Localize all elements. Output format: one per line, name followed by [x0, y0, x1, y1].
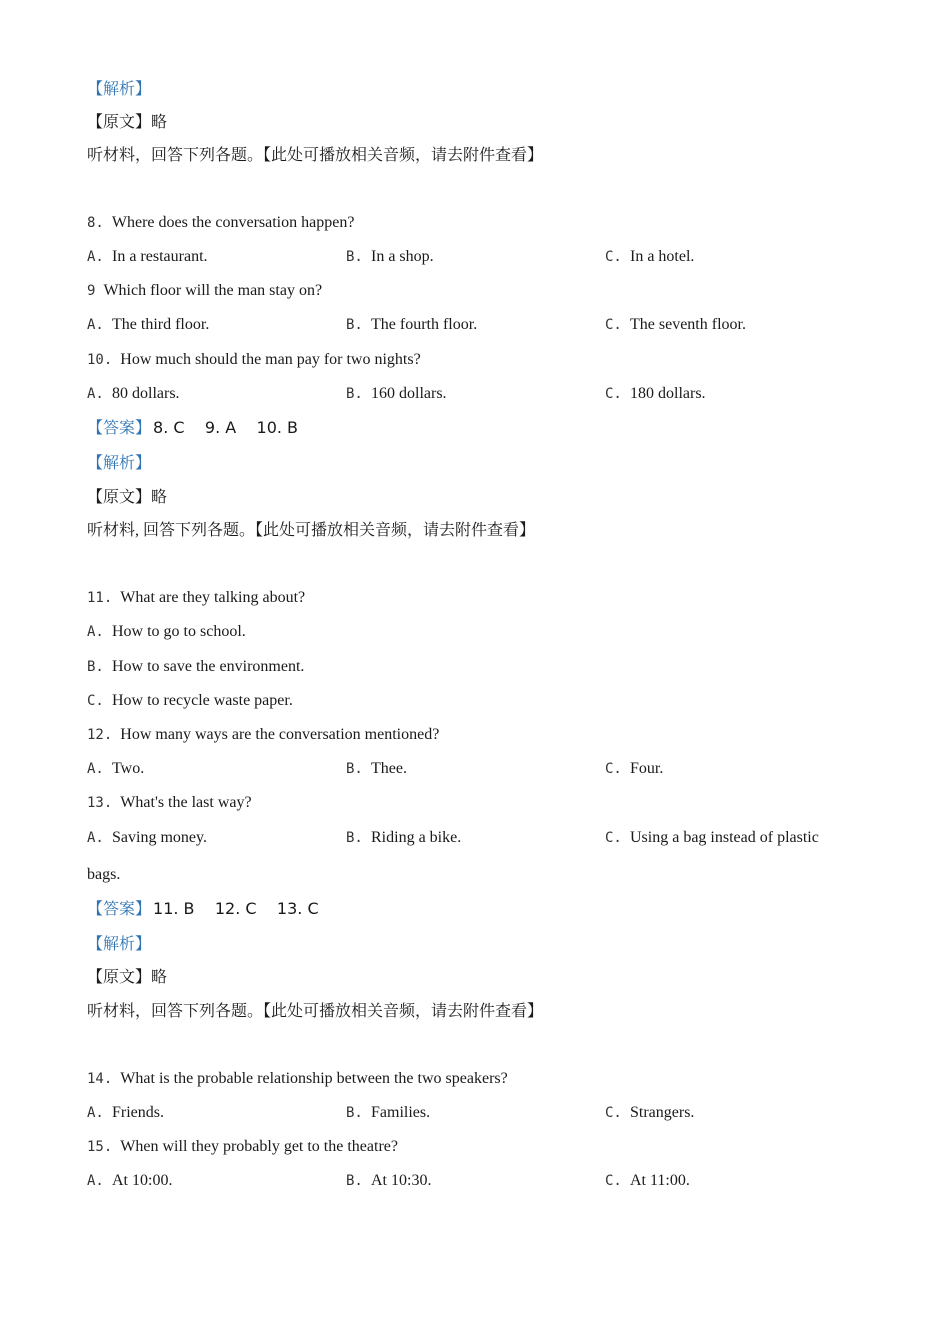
question-number: 11. [87, 590, 113, 606]
option-12c: C. Four. [605, 760, 664, 777]
answer-line-2 [87, 898, 319, 921]
analysis-heading-2: 【解析】 [87, 455, 152, 472]
answer-tag: 【答案】 [87, 901, 152, 918]
option-12a: A. Two. [87, 760, 145, 777]
question-14 [87, 1068, 508, 1090]
listening-instruction-2: 听材料, 回答下列各题。【此处可播放相关音频，请去附件查看】 [87, 522, 536, 539]
question-15 [87, 1136, 398, 1158]
answer-value: 11. B 12. C 13. C [153, 899, 319, 918]
question-number: 14. [87, 1071, 113, 1087]
question-13 [87, 792, 252, 814]
question-8 [87, 212, 354, 234]
option-15b: B. At 10:30. [346, 1172, 432, 1189]
answer-value: 8. C 9. A 10. B [153, 418, 299, 437]
question-text: What's the last way? [120, 794, 252, 811]
option-10a: A. 80 dollars. [87, 385, 180, 402]
answer-tag: 【答案】 [87, 420, 152, 437]
option-8a: A. In a restaurant. [87, 248, 208, 265]
option-11a: A. How to go to school. [87, 623, 246, 640]
option-8b: B. In a shop. [346, 248, 434, 265]
listening-instruction-3: 听材料，回答下列各题。【此处可播放相关音频，请去附件查看】 [87, 1003, 544, 1020]
option-13c-continuation: bags. [87, 866, 121, 883]
option-10b: B. 160 dollars. [346, 385, 447, 402]
question-text: Which floor will the man stay on? [103, 282, 323, 299]
option-8c: C. In a hotel. [605, 248, 695, 265]
question-text: What are they talking about? [120, 589, 306, 606]
option-14a: A. Friends. [87, 1104, 164, 1121]
listening-instruction-1: 听材料，回答下列各题。【此处可播放相关音频，请去附件查看】 [87, 147, 544, 164]
analysis-heading-3: 【解析】 [87, 936, 152, 953]
question-number: 8. [87, 215, 104, 231]
option-15c: C. At 11:00. [605, 1172, 690, 1189]
question-text: When will they probably get to the theatre? [120, 1138, 398, 1155]
question-12 [87, 724, 439, 746]
option-13a: A. Saving money. [87, 829, 207, 846]
question-text: How much should the man pay for two nights? [120, 351, 421, 368]
question-11 [87, 587, 305, 609]
option-11b: B. How to save the environment. [87, 658, 305, 675]
question-text: What is the probable relationship between the two speakers? [120, 1070, 508, 1087]
question-text: How many ways are the conversation mentioned? [120, 726, 440, 743]
question-number: 15. [87, 1139, 113, 1155]
option-9b: B. The fourth floor. [346, 316, 478, 333]
answer-line-1 [87, 417, 298, 440]
option-10c: C. 180 dollars. [605, 385, 706, 402]
option-13c: C. Using a bag instead of plastic [605, 829, 819, 846]
option-13b: B. Riding a bike. [346, 829, 462, 846]
option-14b: B. Families. [346, 1104, 431, 1121]
original-text-3: 【原文】略 [87, 969, 168, 986]
question-number: 12. [87, 727, 113, 743]
question-text: Where does the conversation happen? [111, 214, 355, 231]
option-9c: C. The seventh floor. [605, 316, 746, 333]
question-number: 13. [87, 795, 113, 811]
option-15a: A. At 10:00. [87, 1172, 173, 1189]
option-12b: B. Thee. [346, 760, 407, 777]
option-11c: C. How to recycle waste paper. [87, 692, 293, 709]
question-9 [87, 280, 322, 302]
analysis-heading-1: 【解析】 [87, 81, 152, 98]
original-text-2: 【原文】略 [87, 489, 168, 506]
question-number: 10. [87, 352, 113, 368]
original-text-1: 【原文】略 [87, 114, 168, 131]
question-number: 9 [87, 283, 96, 299]
question-10 [87, 349, 421, 371]
option-9a: A. The third floor. [87, 316, 210, 333]
option-14c: C. Strangers. [605, 1104, 695, 1121]
